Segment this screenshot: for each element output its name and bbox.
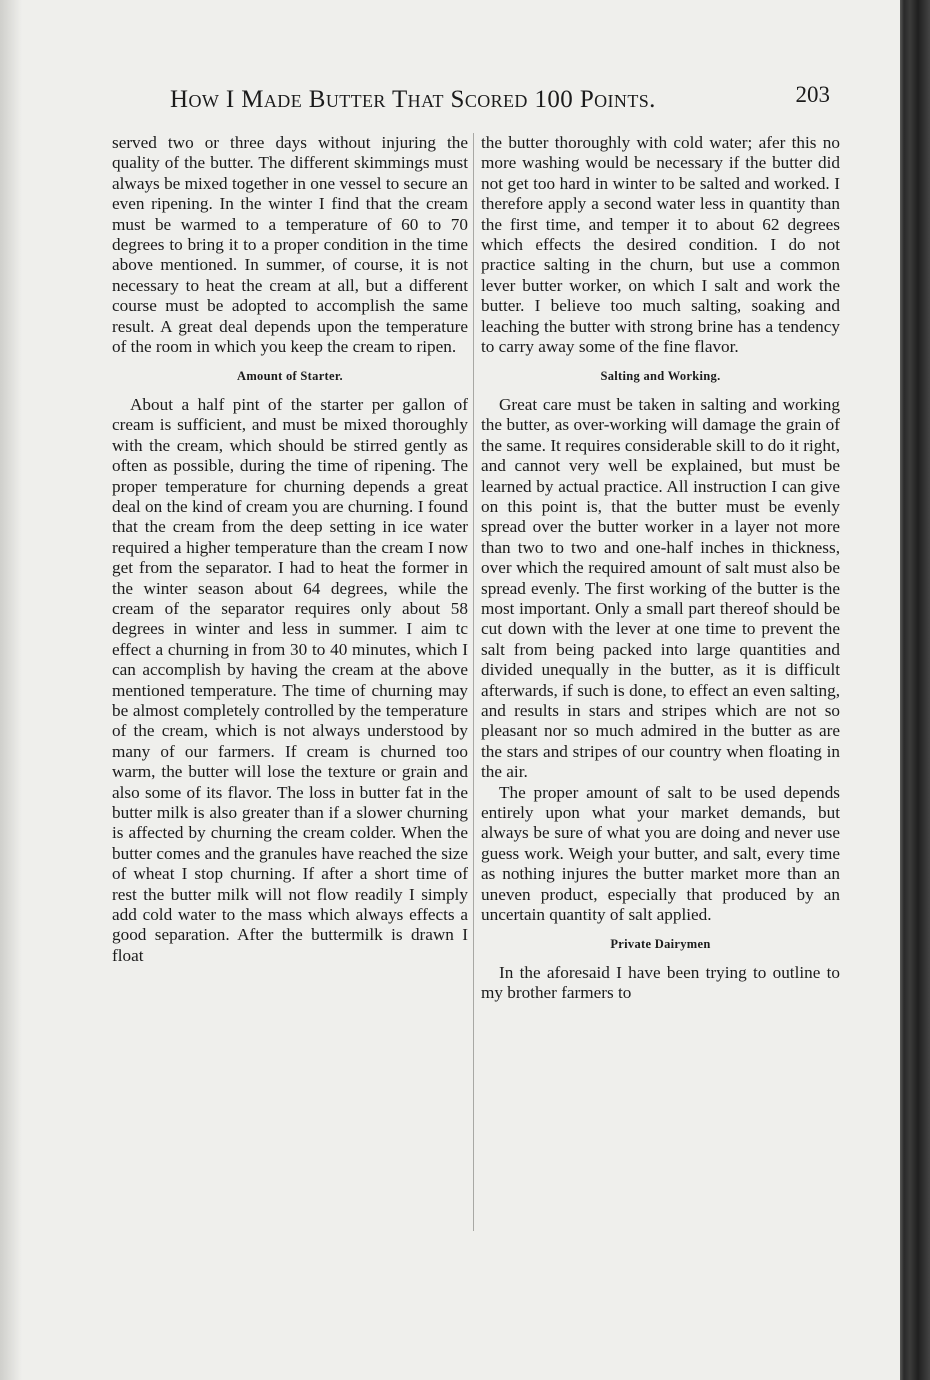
left-paragraph-1: served two or three days without injuring the quality of the butter. The different skimmings must always be mixed together in one vessel to secure an even ripening. In the winter I find that the cream must be warmed to a temperature of 60 to 70 degrees to bring it to a proper condition in the time above mentioned. In summer, of course, it is not necessary to heat the cream at all, but a different course must be adopted to accomplish the same result. A great deal depends upon the temperature of the room in which you keep the cream to ripen. (112, 133, 468, 357)
running-header (170, 78, 830, 118)
right-column (481, 133, 840, 1004)
page-number: 203 (795, 82, 830, 107)
left-column (112, 133, 468, 966)
right-paragraph-3: The proper amount of salt to be used depends entirely upon what your market demands, but always be sure of what you are doing and never use guess work. Weigh your butter, and salt, every time as nothing injures the butter market more than an uneven product, especially that produced by an uncertain quantity of salt applied. (481, 782, 840, 925)
left-paragraph-2: About a half pint of the starter per gallon of cream is sufficient, and must be mixed thoroughly with the cream, which should be stirred gently as often as possible, during the time of ripening. The proper temperature for churning depends a great deal on the kind of cream you are churning. I found that the cream from the deep setting in ice water required a higher temperature than the cream I now get from the separator. I had to heat the former in the winter season about 64 degrees, while the cream of the separator requires only about 58 degrees in winter and less in summer. I aim tc effect a churning in from 30 to 40 minutes, which I can accomplish by having the cream at the above mentioned temperature. The time of churning may be almost completely controlled by the temperature of the cream, which is not always understood by many of our farmers. If cream is churned too warm, the butter will lose the texture or grain and also some of its flavor. The loss in butter fat in the butter milk is also greater than if a slower churning is affected by churning the cream colder. When the butter comes and the granules have reached the size of wheat I stop churning. If after a short time of rest the butter milk will not flow readily I simply add cold water to the mass which always effects a good separation. After the buttermilk is drawn I float (112, 394, 469, 965)
gutter-shadow (0, 0, 22, 1380)
section-heading-salting-and-working: Salting and Working. (600, 369, 721, 384)
section-heading-amount-of-starter: Amount of Starter. (237, 369, 343, 384)
column-rule (473, 133, 474, 1231)
right-paragraph-2: Great care must be taken in salting and working the butter, as over-working will damage the grain of the same. It requires considerable skill to do it right, and cannot very well be explained, but must be learned by actual practice. All instruction I can give on this point is, that the butter must be evenly spread over the butter worker in a layer not more than two to two and one-half inches in thickness, over which the required amount of salt must also be spread evenly. The first working of the butter is the most important. Only a small part thereof should be cut down with the lever at one time to prevent the salt from being packed into large quantities and divided unequally in the butter, as it is difficult afterwards, if such is done, to effect an even salting, and results in stars and stripes which are not so pleasant nor so much admired in the butter as are the stars and stripes of our country when floating in the air. (481, 394, 840, 782)
book-page-edge (900, 0, 930, 1380)
section-heading-private-dairymen: Private Dairymen (610, 937, 711, 952)
right-paragraph-1: the butter thoroughly with cold water; afer this no more washing would be necessary if the butter did not get too hard in winter to be salted and worked. I therefore apply a second water less in quantity than the first time, and temper it to about 62 degrees which effects the desired condition. I do not practice salting in the churn, but use a common lever butter worker, on which I salt and work the butter. I believe too much salting, soaking and leaching the butter with strong brine has a tendency to carry away some of the fine flavor. (481, 133, 840, 357)
right-paragraph-4: In the aforesaid I have been trying to outline to my brother farmers to (481, 962, 840, 1003)
running-title: How I Made Butter That Scored 100 Points. (170, 86, 656, 113)
